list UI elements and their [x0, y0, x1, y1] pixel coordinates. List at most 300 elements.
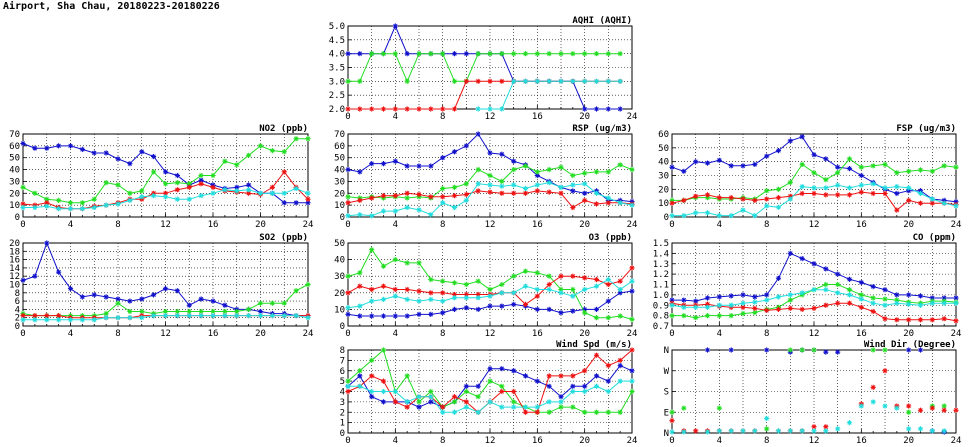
data-point-blue: [894, 191, 899, 196]
data-point-green: [570, 405, 575, 410]
data-point-blue: [44, 146, 49, 151]
data-point-cyan: [487, 182, 492, 187]
data-point-green: [369, 51, 374, 56]
data-point-red: [942, 316, 947, 321]
data-point-cyan: [80, 206, 85, 211]
data-point-green: [487, 173, 492, 178]
x-tick-label: 16: [531, 436, 543, 446]
data-point-blue: [511, 302, 516, 307]
data-point-red: [440, 290, 445, 295]
data-point-blue: [823, 156, 828, 161]
data-point-red: [523, 410, 528, 415]
data-point-red: [811, 191, 816, 196]
data-point-cyan: [859, 296, 864, 301]
data-point-blue: [511, 159, 516, 164]
data-point-red: [669, 201, 674, 206]
y-tick-label: 12: [9, 272, 20, 283]
data-point-cyan: [440, 200, 445, 205]
data-point-blue: [405, 313, 410, 318]
data-point-green: [476, 51, 481, 56]
data-point-red: [618, 279, 623, 284]
data-point-green: [717, 406, 722, 411]
y-tick-label: 0: [663, 213, 669, 223]
data-point-cyan: [187, 197, 192, 202]
data-point-blue: [405, 51, 410, 56]
data-point-red: [511, 389, 516, 394]
data-point-cyan: [942, 428, 947, 433]
series-line-blue: [672, 253, 956, 301]
data-point-cyan: [570, 182, 575, 187]
y-tick-label: 1.4: [652, 249, 669, 260]
y-tick-label: 50: [9, 153, 20, 164]
data-point-red: [381, 284, 386, 289]
data-point-blue: [80, 147, 85, 152]
data-point-cyan: [511, 405, 516, 410]
chart-title: Wind Spd (m/s): [556, 340, 632, 350]
data-point-red: [800, 307, 805, 312]
chart-rsp: [334, 124, 637, 230]
data-point-cyan: [582, 389, 587, 394]
data-point-cyan: [393, 209, 398, 214]
data-point-green: [606, 169, 611, 174]
data-point-cyan: [210, 313, 215, 318]
data-point-blue: [681, 169, 686, 174]
data-point-cyan: [764, 298, 769, 303]
x-tick-label: 12: [484, 112, 496, 122]
data-point-red: [499, 79, 504, 84]
data-point-red: [270, 185, 275, 190]
data-point-cyan: [511, 79, 516, 84]
data-point-blue: [811, 261, 816, 266]
data-point-cyan: [68, 206, 73, 211]
data-point-red: [669, 418, 674, 423]
data-point-green: [535, 270, 540, 275]
data-point-green: [511, 51, 516, 56]
data-point-blue: [80, 294, 85, 299]
data-point-cyan: [92, 317, 97, 322]
data-point-red: [835, 301, 840, 306]
data-point-cyan: [740, 208, 745, 213]
y-tick-label: 70: [334, 130, 345, 140]
data-point-cyan: [717, 303, 722, 308]
data-point-blue: [859, 280, 864, 285]
data-point-blue: [464, 384, 469, 389]
data-point-cyan: [823, 428, 828, 433]
y-tick-label: 30: [334, 272, 345, 283]
x-tick-label: 0: [345, 220, 351, 230]
x-tick-label: 24: [626, 112, 638, 122]
data-point-green: [606, 315, 611, 320]
data-point-blue: [705, 295, 710, 300]
data-point-cyan: [428, 297, 433, 302]
data-point-green: [282, 149, 287, 154]
x-tick-label: 0: [669, 329, 675, 339]
data-point-cyan: [811, 428, 816, 433]
data-point-blue: [511, 368, 516, 373]
data-point-blue: [345, 312, 350, 317]
data-point-blue: [847, 277, 852, 282]
data-point-blue: [416, 405, 421, 410]
data-point-blue: [246, 182, 251, 187]
data-point-green: [369, 358, 374, 363]
data-point-red: [764, 196, 769, 201]
data-point-cyan: [582, 287, 587, 292]
data-point-blue: [416, 312, 421, 317]
data-point-red: [210, 185, 215, 190]
data-point-cyan: [918, 191, 923, 196]
data-point-cyan: [345, 305, 350, 310]
data-point-red: [918, 317, 923, 322]
data-point-green: [405, 195, 410, 200]
y-tick-label: 10: [9, 201, 20, 212]
y-tick-label: 4: [14, 305, 20, 316]
data-point-blue: [210, 299, 215, 304]
data-point-green: [729, 313, 734, 318]
data-point-green: [80, 200, 85, 205]
data-point-green: [523, 51, 528, 56]
data-point-red: [582, 275, 587, 280]
data-point-cyan: [151, 193, 156, 198]
y-tick-label: N: [663, 346, 669, 356]
data-point-blue: [606, 106, 611, 111]
data-point-green: [811, 347, 816, 352]
x-tick-label: 16: [855, 436, 867, 446]
data-point-blue: [440, 310, 445, 315]
data-point-cyan: [104, 203, 109, 208]
data-point-cyan: [199, 193, 204, 198]
data-point-green: [416, 260, 421, 265]
data-point-green: [582, 51, 587, 56]
data-point-blue: [357, 51, 362, 56]
x-tick-label: 0: [669, 220, 675, 230]
data-point-green: [487, 287, 492, 292]
data-point-cyan: [523, 79, 528, 84]
y-tick-label: 60: [334, 141, 345, 152]
data-point-cyan: [476, 295, 481, 300]
data-point-green: [871, 295, 876, 300]
y-tick-label: 1.2: [652, 270, 669, 281]
data-point-green: [594, 315, 599, 320]
data-point-green: [788, 180, 793, 185]
y-tick-label: 10: [658, 199, 669, 210]
x-tick-label: 8: [439, 329, 446, 339]
data-point-green: [104, 180, 109, 185]
data-point-red: [606, 282, 611, 287]
data-point-cyan: [606, 277, 611, 282]
data-point-cyan: [882, 185, 887, 190]
data-point-cyan: [428, 212, 433, 217]
data-point-green: [629, 167, 634, 172]
y-tick-label: 20: [658, 185, 669, 196]
data-point-red: [464, 192, 469, 197]
data-point-cyan: [369, 389, 374, 394]
data-point-cyan: [416, 299, 421, 304]
data-point-cyan: [523, 284, 528, 289]
data-point-blue: [906, 292, 911, 297]
data-point-blue: [464, 51, 469, 56]
data-point-blue: [871, 284, 876, 289]
data-point-green: [800, 162, 805, 167]
data-point-cyan: [210, 191, 215, 196]
x-tick-label: 0: [345, 329, 351, 339]
y-tick-label: 0.8: [652, 311, 669, 322]
x-tick-label: 8: [763, 329, 770, 339]
data-point-blue: [752, 162, 757, 167]
data-point-red: [369, 106, 374, 111]
y-tick-label: 0: [339, 322, 345, 332]
data-point-blue: [547, 384, 552, 389]
data-point-blue: [115, 156, 120, 161]
y-tick-label: W: [663, 366, 669, 377]
x-tick-label: 4: [392, 220, 399, 230]
data-point-blue: [859, 173, 864, 178]
data-point-red: [953, 318, 958, 323]
data-point-cyan: [464, 198, 469, 203]
data-point-green: [558, 51, 563, 56]
data-point-green: [606, 51, 611, 56]
data-point-cyan: [452, 410, 457, 415]
data-point-green: [369, 247, 374, 252]
data-point-blue: [393, 159, 398, 164]
data-point-blue: [345, 51, 350, 56]
x-tick-label: 24: [950, 329, 962, 339]
x-tick-label: 20: [579, 329, 591, 339]
data-point-blue: [729, 293, 734, 298]
chart-title: NO2 (ppb): [259, 124, 308, 134]
data-point-red: [847, 192, 852, 197]
data-point-green: [594, 169, 599, 174]
data-point-cyan: [906, 185, 911, 190]
x-tick-label: 20: [579, 220, 591, 230]
data-point-red: [175, 187, 180, 192]
x-tick-label: 8: [439, 112, 446, 122]
x-tick-label: 16: [855, 220, 867, 230]
data-point-green: [405, 79, 410, 84]
data-point-green: [918, 167, 923, 172]
data-point-blue: [357, 169, 362, 174]
x-tick-label: 4: [716, 329, 723, 339]
data-point-blue: [452, 51, 457, 56]
data-point-red: [693, 428, 698, 433]
data-point-red: [859, 190, 864, 195]
data-point-cyan: [788, 292, 793, 297]
data-point-green: [823, 282, 828, 287]
data-point-red: [594, 277, 599, 282]
data-point-red: [393, 287, 398, 292]
data-point-green: [776, 187, 781, 192]
data-point-green: [234, 162, 239, 167]
data-point-green: [629, 317, 634, 322]
data-point-red: [942, 408, 947, 413]
y-tick-label: 20: [9, 189, 20, 200]
data-point-red: [416, 106, 421, 111]
data-point-green: [294, 136, 299, 141]
data-point-blue: [452, 307, 457, 312]
data-point-blue: [705, 161, 710, 166]
chart-so2: [9, 233, 313, 339]
data-point-green: [669, 313, 674, 318]
data-point-cyan: [930, 428, 935, 433]
data-point-red: [788, 306, 793, 311]
y-tick-label: 5: [339, 377, 345, 388]
data-point-blue: [823, 266, 828, 271]
x-tick-label: 16: [855, 329, 867, 339]
data-point-blue: [740, 163, 745, 168]
data-point-green: [930, 169, 935, 174]
x-tick-label: 12: [160, 220, 171, 230]
y-tick-label: 5.0: [328, 22, 345, 32]
y-tick-label: 60: [9, 141, 20, 152]
x-tick-label: 12: [484, 329, 496, 339]
data-point-red: [357, 106, 362, 111]
data-point-blue: [570, 188, 575, 193]
data-point-green: [357, 79, 362, 84]
data-point-cyan: [44, 317, 49, 322]
data-point-cyan: [558, 79, 563, 84]
x-tick-label: 8: [115, 220, 121, 230]
data-point-cyan: [187, 313, 192, 318]
data-point-blue: [523, 373, 528, 378]
data-point-green: [717, 313, 722, 318]
data-point-green: [487, 51, 492, 56]
data-point-green: [570, 51, 575, 56]
data-point-cyan: [127, 315, 132, 320]
data-point-cyan: [776, 428, 781, 433]
data-point-green: [452, 79, 457, 84]
y-tick-label: 6: [339, 366, 345, 377]
data-point-blue: [594, 106, 599, 111]
data-point-cyan: [282, 191, 287, 196]
data-point-cyan: [606, 195, 611, 200]
x-tick-label: 4: [67, 329, 74, 339]
data-point-red: [452, 193, 457, 198]
data-point-green: [594, 410, 599, 415]
data-point-cyan: [582, 79, 587, 84]
data-point-green: [618, 410, 623, 415]
data-point-red: [369, 287, 374, 292]
x-tick-label: 16: [531, 329, 543, 339]
y-tick-label: 2.0: [328, 105, 345, 115]
data-point-blue: [835, 272, 840, 277]
page-title: Airport, Sha Chau, 20180223-20180226: [3, 1, 220, 12]
y-tick-label: 20: [9, 239, 20, 249]
data-point-blue: [594, 373, 599, 378]
data-point-cyan: [234, 313, 239, 318]
data-point-cyan: [918, 426, 923, 431]
y-tick-label: 10: [334, 305, 345, 316]
data-point-blue: [92, 292, 97, 297]
x-tick-label: 20: [579, 112, 591, 122]
data-point-cyan: [258, 191, 263, 196]
data-point-cyan: [357, 212, 362, 217]
x-tick-label: 20: [903, 329, 915, 339]
data-point-cyan: [369, 213, 374, 218]
data-point-green: [92, 197, 97, 202]
data-point-green: [56, 198, 61, 203]
data-point-green: [487, 379, 492, 384]
y-tick-label: 50: [658, 143, 669, 154]
data-point-cyan: [752, 428, 757, 433]
y-tick-label: 40: [658, 157, 669, 168]
data-point-green: [906, 169, 911, 174]
data-point-red: [428, 290, 433, 295]
data-point-blue: [894, 292, 899, 297]
data-point-green: [175, 180, 180, 185]
data-point-blue: [811, 152, 816, 157]
data-point-green: [705, 313, 710, 318]
data-point-cyan: [68, 317, 73, 322]
data-point-red: [871, 385, 876, 390]
data-point-blue: [163, 286, 168, 291]
data-point-red: [859, 305, 864, 310]
data-point-blue: [705, 347, 710, 352]
data-point-cyan: [547, 399, 552, 404]
data-point-red: [405, 191, 410, 196]
data-point-green: [405, 373, 410, 378]
data-point-green: [906, 410, 911, 415]
data-point-cyan: [440, 299, 445, 304]
data-point-red: [405, 405, 410, 410]
series-line-cyan: [672, 290, 956, 308]
x-tick-label: 8: [115, 329, 121, 339]
data-point-blue: [416, 163, 421, 168]
x-tick-label: 0: [20, 329, 26, 339]
y-tick-label: 4: [339, 387, 345, 398]
data-point-blue: [294, 200, 299, 205]
data-point-cyan: [835, 426, 840, 431]
data-point-cyan: [823, 287, 828, 292]
x-tick-label: 4: [392, 329, 399, 339]
data-point-cyan: [618, 79, 623, 84]
data-point-cyan: [800, 428, 805, 433]
y-tick-label: 0: [339, 213, 345, 223]
data-point-blue: [547, 307, 552, 312]
y-tick-label: 1: [339, 418, 345, 429]
data-point-blue: [499, 366, 504, 371]
y-tick-label: 0: [14, 213, 20, 223]
data-point-blue: [618, 106, 623, 111]
data-point-cyan: [92, 205, 97, 210]
data-point-red: [487, 79, 492, 84]
data-point-blue: [381, 313, 386, 318]
data-point-blue: [535, 307, 540, 312]
data-point-green: [258, 301, 263, 306]
y-tick-label: 50: [334, 239, 345, 249]
y-tick-label: 2: [339, 408, 345, 419]
data-point-green: [464, 282, 469, 287]
data-point-blue: [393, 23, 398, 28]
data-point-blue: [729, 163, 734, 168]
data-point-green: [68, 200, 73, 205]
data-point-cyan: [752, 300, 757, 305]
x-tick-label: 4: [67, 220, 74, 230]
data-point-cyan: [594, 284, 599, 289]
data-point-green: [405, 260, 410, 265]
data-point-green: [681, 406, 686, 411]
data-point-cyan: [547, 79, 552, 84]
data-point-blue: [764, 347, 769, 352]
data-point-blue: [20, 278, 25, 283]
data-point-blue: [68, 143, 73, 148]
data-point-cyan: [535, 405, 540, 410]
y-tick-label: 3.0: [328, 77, 345, 88]
data-point-blue: [606, 379, 611, 384]
data-point-red: [381, 106, 386, 111]
data-point-green: [511, 167, 516, 172]
data-point-red: [729, 195, 734, 200]
data-point-cyan: [115, 315, 120, 320]
data-point-green: [764, 188, 769, 193]
